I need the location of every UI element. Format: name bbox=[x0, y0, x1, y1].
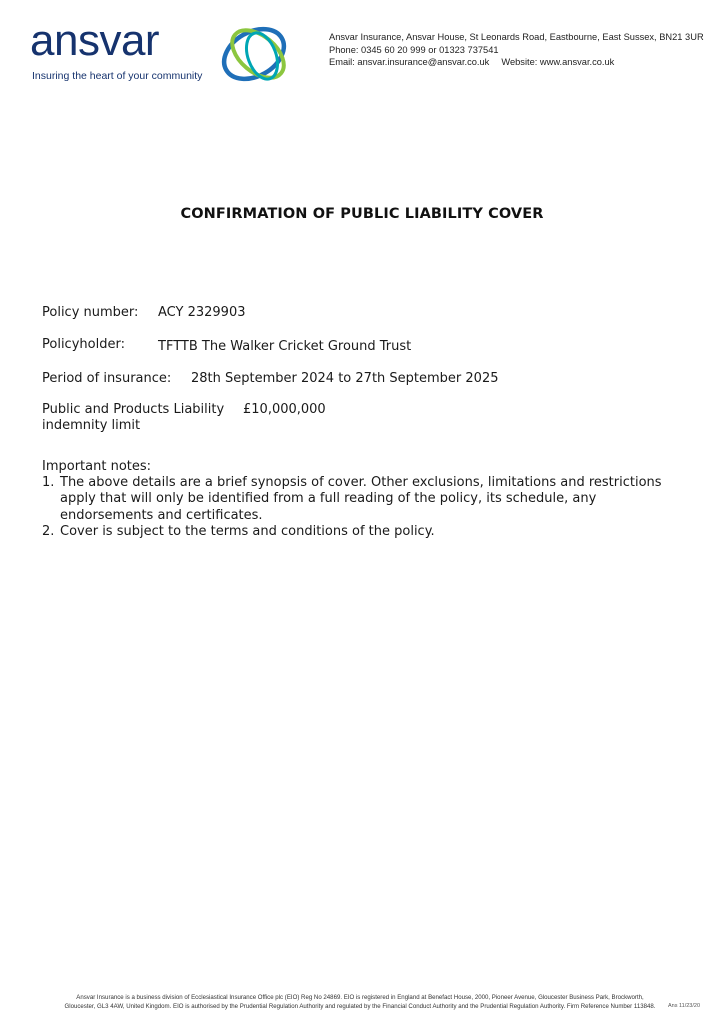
contact-block bbox=[329, 31, 704, 69]
contact-phone: Phone: 0345 60 20 999 or 01323 737541 bbox=[329, 44, 499, 55]
notes-list bbox=[42, 475, 672, 540]
footer-line-2: Gloucester, GL3 4AW, United Kingdom. EIO is authorised by the Prudential Regulation Authority and regulated by the Financial Conduct Authority and the Prudential Regulation Authority. Firm Reference Number 113848. bbox=[64, 1003, 656, 1010]
policyholder-value: TFTTB The Walker Cricket Ground Trust bbox=[158, 339, 412, 354]
contact-email-row bbox=[329, 56, 704, 69]
logo-wordmark: ansvar bbox=[30, 16, 160, 65]
ansvar-logo-mark-icon bbox=[214, 24, 298, 84]
list-item-number: 1. bbox=[42, 475, 55, 490]
limit-label-line2: indemnity limit bbox=[42, 418, 141, 433]
contact-address: Ansvar Insurance, Ansvar House, St Leonards Road, Eastbourne, East Sussex, BN21 3UR bbox=[329, 32, 704, 42]
period-value: 28th September 2024 to 27th September 2025 bbox=[191, 371, 499, 386]
contact-email[interactable]: Email: ansvar.insurance@ansvar.co.uk bbox=[329, 57, 490, 67]
list-item bbox=[42, 475, 672, 524]
policyholder-label: Policyholder: bbox=[42, 337, 125, 352]
limit-value: £10,000,000 bbox=[243, 402, 326, 417]
list-item-number: 2. bbox=[42, 523, 55, 539]
footer-line-1: Ansvar Insurance is a business division of Ecclesiastical Insurance Office plc (EIO) Reg No 24869. EIO is registered in England at Benefact House, 2000, Pioneer Avenue, Gloucester Business Park, Brockworth, bbox=[76, 994, 644, 1001]
policy-number-value: ACY 2329903 bbox=[158, 305, 246, 320]
list-item-text: The above details are a brief synopsis of cover. Other exclusions, limitations and restrictions apply that will only be identified from a full reading of the policy, its schedule, any endorsements and certificates. bbox=[60, 475, 662, 523]
footer-reference: Ans 11/23/20 bbox=[668, 1003, 701, 1009]
ansvar-logo bbox=[30, 16, 270, 86]
list-item-text: Cover is subject to the terms and conditions of the policy. bbox=[60, 523, 435, 539]
logo-tagline: Insuring the heart of your community bbox=[32, 70, 203, 82]
list-item bbox=[42, 524, 672, 540]
limit-label-line1: Public and Products Liability bbox=[42, 402, 225, 417]
document-title: CONFIRMATION OF PUBLIC LIABILITY COVER bbox=[180, 206, 544, 222]
contact-website[interactable]: Website: www.ansvar.co.uk bbox=[501, 57, 615, 67]
policy-number-label: Policy number: bbox=[42, 305, 139, 320]
notes-heading: Important notes: bbox=[42, 459, 152, 474]
legal-footer bbox=[20, 993, 700, 1011]
period-label: Period of insurance: bbox=[42, 371, 172, 386]
